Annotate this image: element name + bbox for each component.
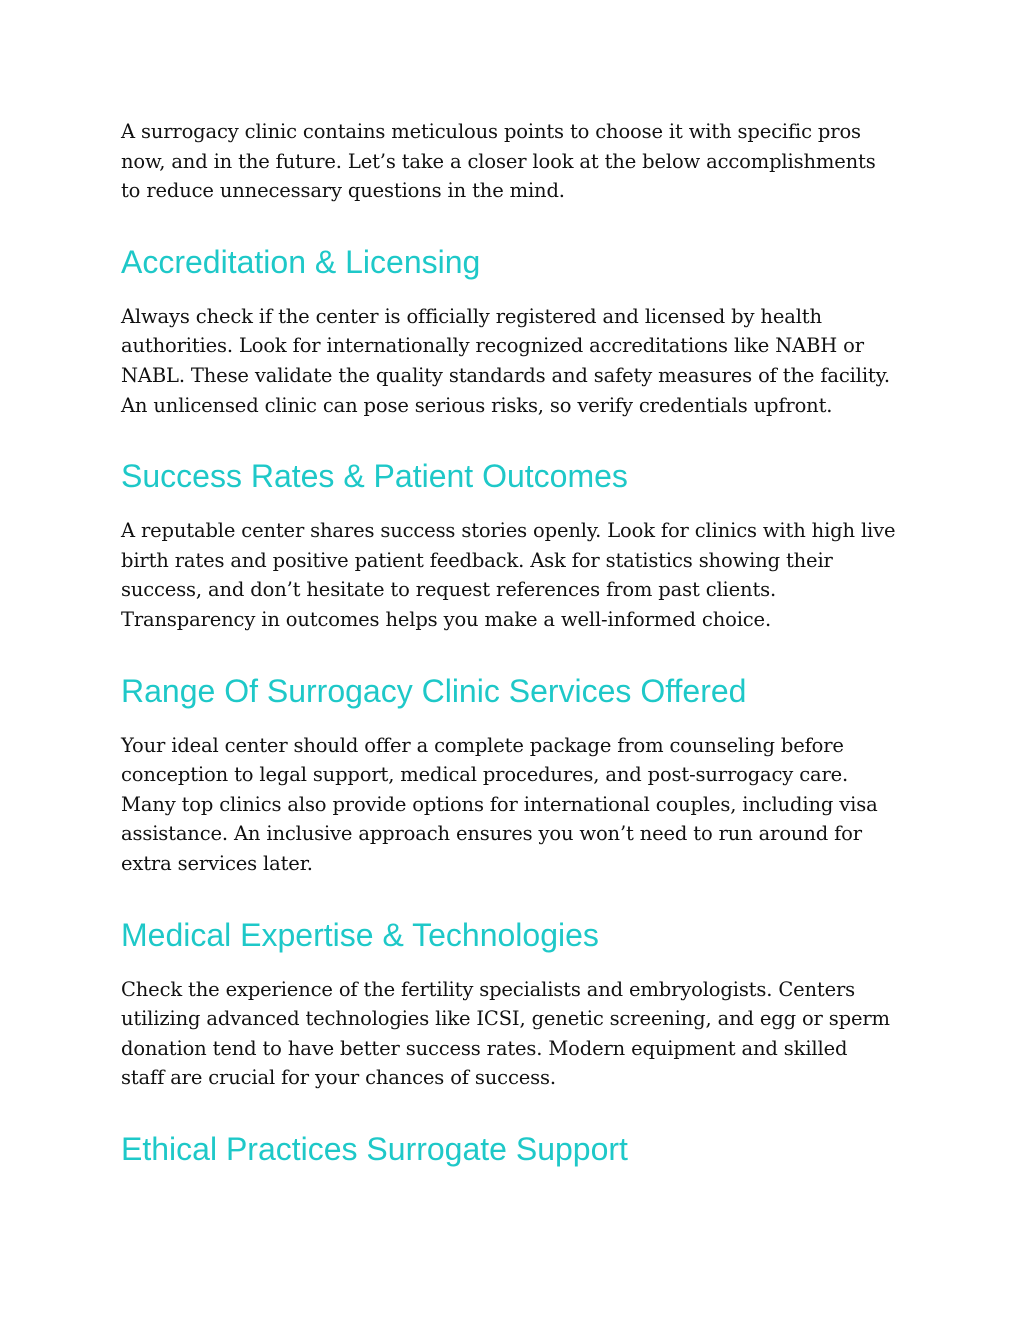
text-line: A surrogacy clinic contains meticulous points to choose it with specific pros <box>121 120 861 143</box>
section-success-rates <box>121 456 921 634</box>
text-line: utilizing advanced technologies like ICSI, genetic screening, and egg or sperm <box>121 1007 890 1031</box>
text-line: Check the experience of the fertility specialists and embryologists. Centers <box>121 977 855 1001</box>
text-line: now, and in the future. Let’s take a closer look at the below accomplishments <box>121 149 876 173</box>
document-page <box>121 117 921 1189</box>
section-ethical-practices <box>121 1129 921 1169</box>
section-heading: Accreditation & Licensing <box>121 243 481 280</box>
text-line: Always check if the center is officially registered and licensed by health <box>121 304 822 328</box>
section-accreditation <box>121 242 921 420</box>
section-paragraph <box>121 516 921 634</box>
section-heading: Ethical Practices Surrogate Support <box>121 1130 628 1167</box>
text-line: authorities. Look for internationally recognized accreditations like NABH or <box>121 334 864 358</box>
text-line: Transparency in outcomes helps you make a well-informed choice. <box>121 607 771 631</box>
text-line: An unlicensed clinic can pose serious risks, so verify credentials upfront. <box>121 393 833 417</box>
section-paragraph <box>121 731 921 879</box>
section-medical-expertise <box>121 915 921 1093</box>
text-line: to reduce unnecessary questions in the mind. <box>121 179 565 203</box>
text-line: success, and don’t hesitate to request references from past clients. <box>121 578 777 602</box>
text-line: conception to legal support, medical procedures, and post-surrogacy care. <box>121 763 849 787</box>
intro-paragraph <box>121 117 921 206</box>
text-line: Your ideal center should offer a complete package from counseling before <box>121 733 844 757</box>
text-line: A reputable center shares success stories openly. Look for clinics with high live <box>121 519 896 543</box>
text-line: assistance. An inclusive approach ensures you won’t need to run around for <box>121 822 862 846</box>
section-paragraph <box>121 302 921 420</box>
text-line: staff are crucial for your chances of success. <box>121 1066 556 1090</box>
section-paragraph <box>121 975 921 1093</box>
section-services <box>121 671 921 879</box>
section-heading: Range Of Surrogacy Clinic Services Offered <box>121 672 747 709</box>
text-line: extra services later. <box>121 851 313 875</box>
text-line: birth rates and positive patient feedback. Ask for statistics showing their <box>121 548 833 572</box>
text-line: NABL. These validate the quality standards and safety measures of the facility. <box>121 363 890 387</box>
section-heading: Medical Expertise & Technologies <box>121 916 599 953</box>
section-heading: Success Rates & Patient Outcomes <box>121 458 628 495</box>
text-line: donation tend to have better success rates. Modern equipment and skilled <box>121 1036 848 1060</box>
text-line: Many top clinics also provide options for international couples, including visa <box>121 792 878 816</box>
